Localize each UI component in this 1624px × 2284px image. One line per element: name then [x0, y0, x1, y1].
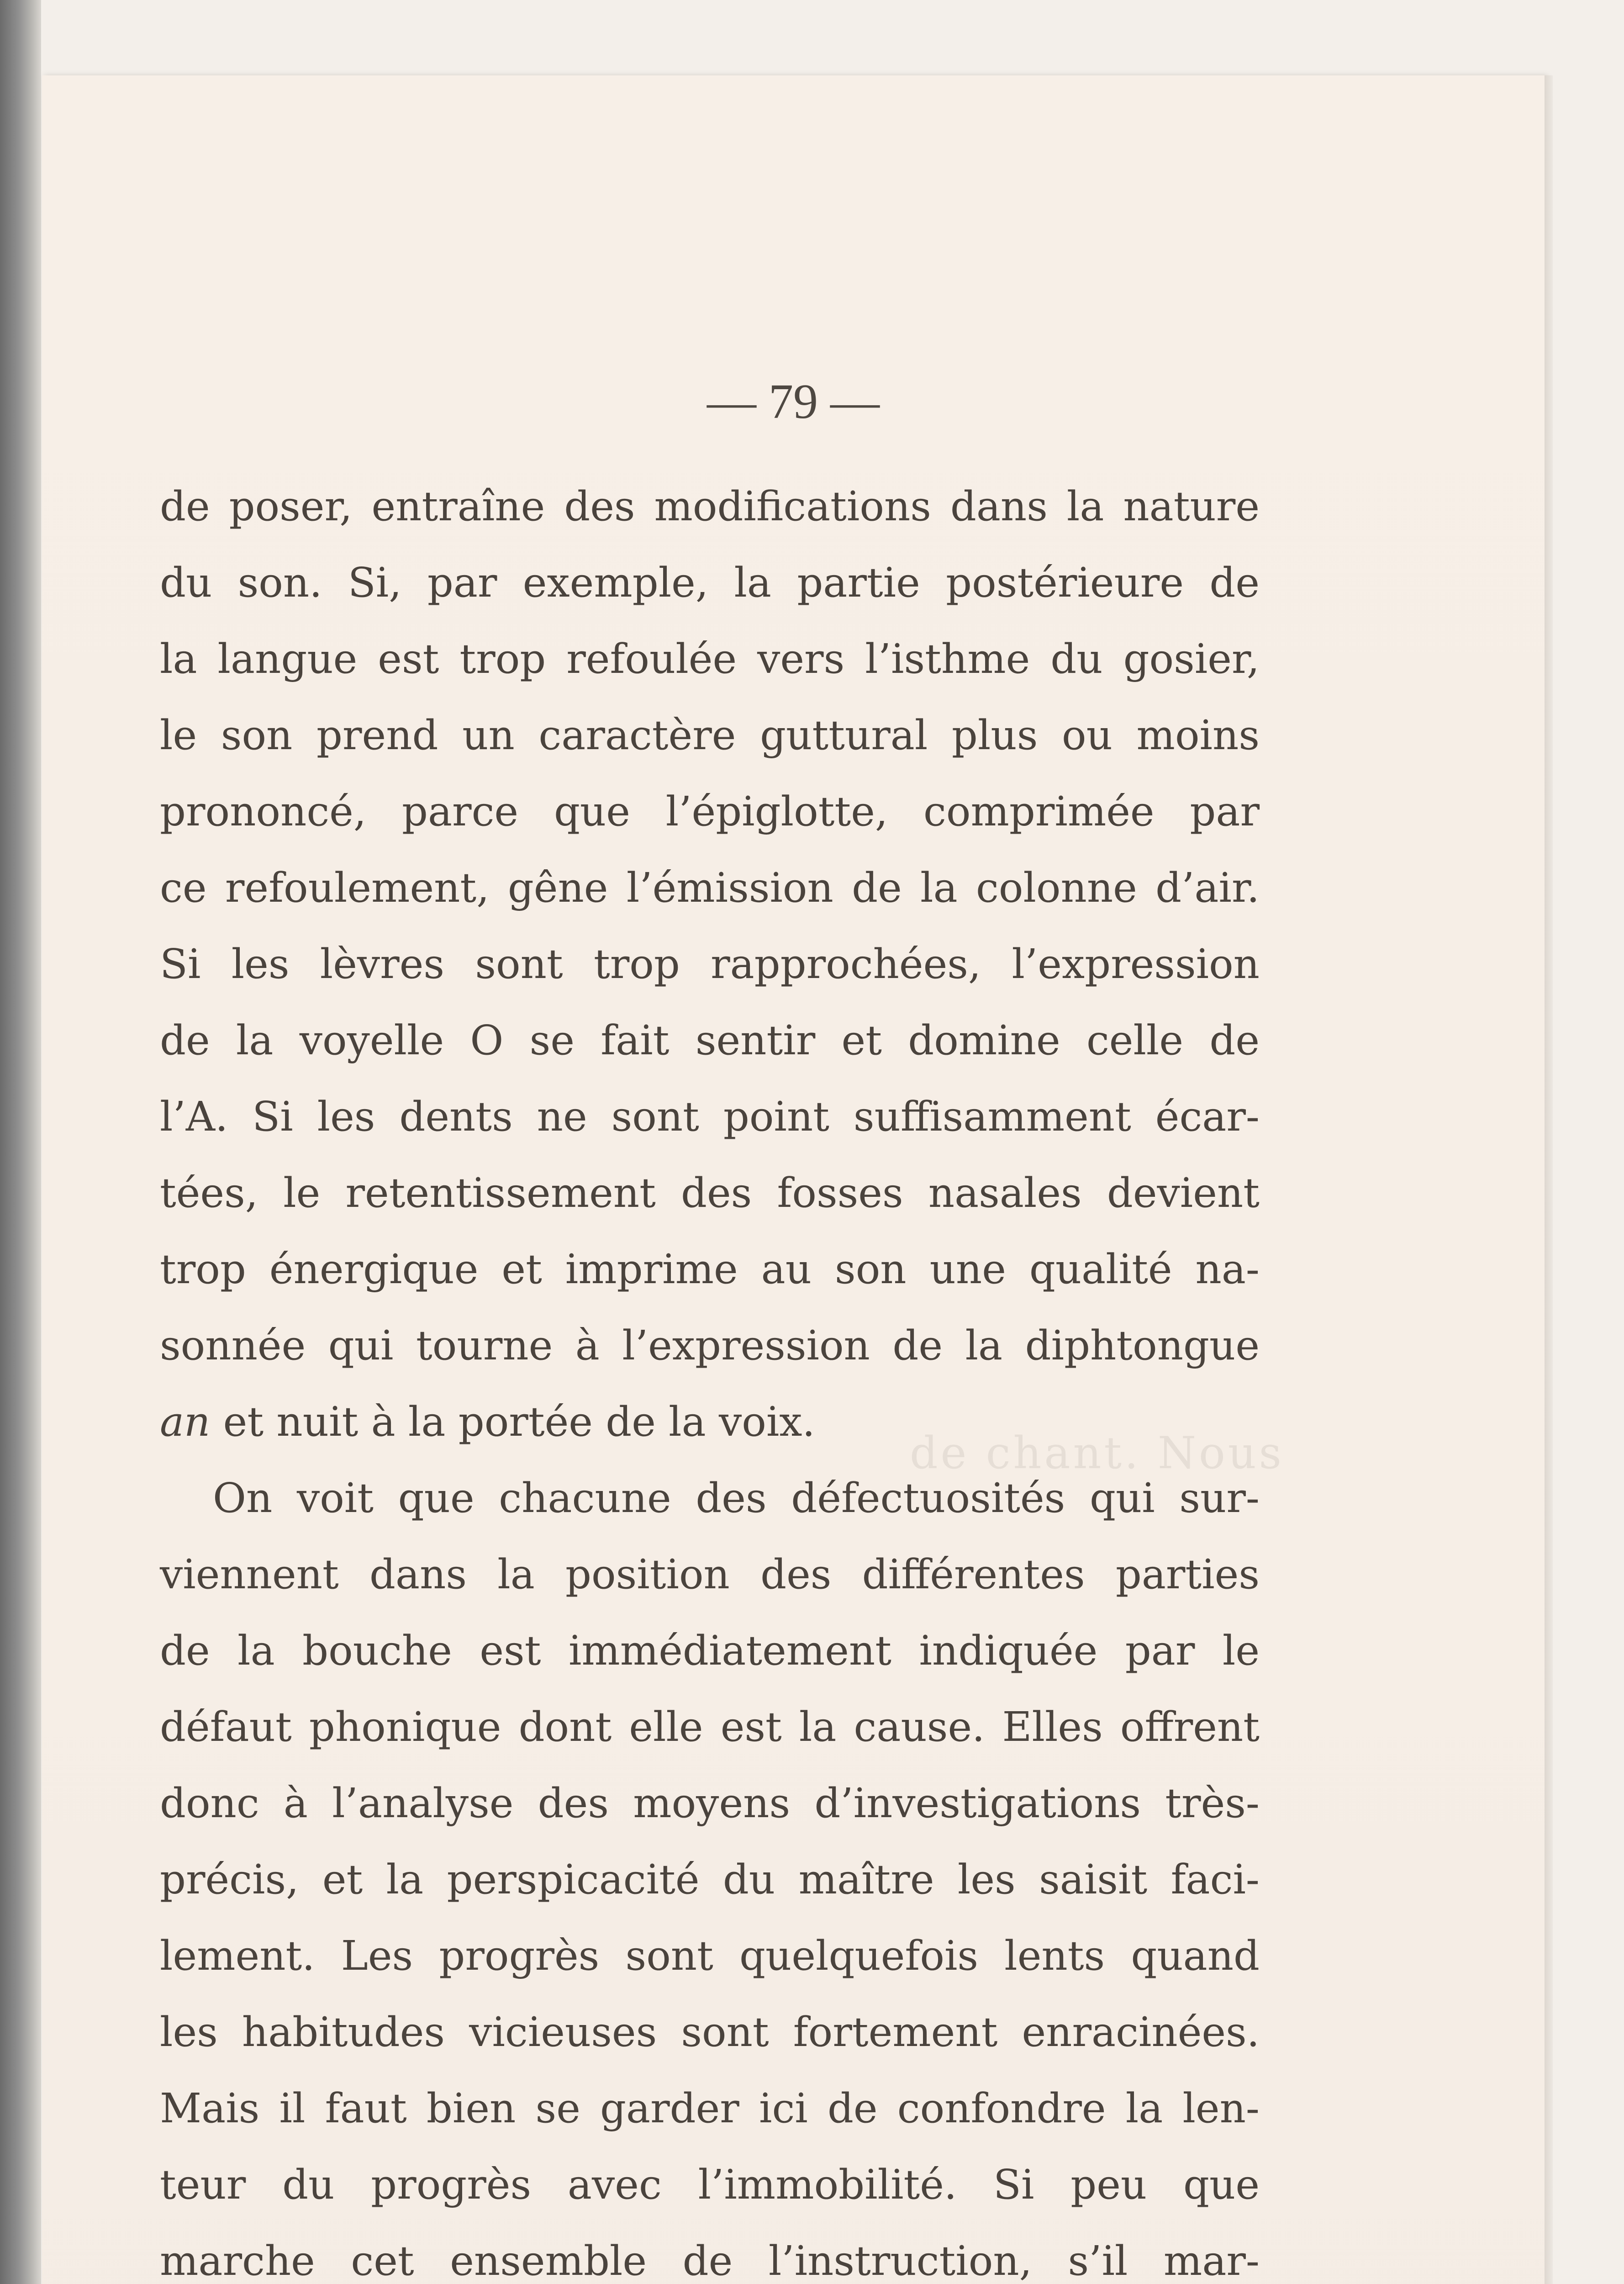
text-line: défaut phonique dont elle est la cause. Elles offrent: [160, 1703, 1260, 1750]
text-line: de poser, entraîne des modifications dans la nature: [160, 482, 1260, 530]
text-line-final: [160, 1384, 1260, 1460]
text-fragment: et nuit à la portée de la voix.: [210, 1398, 815, 1445]
text-line: Mais il faut bien se garder ici de confondre la len-: [160, 2084, 1260, 2132]
text-line: précis, et la perspicacité du maître les saisit faci-: [160, 1856, 1260, 1903]
book-page: [42, 75, 1545, 2284]
text-line: teur du progrès avec l’immobilité. Si peu que: [160, 2161, 1260, 2208]
text-line: de la voyelle O se fait sentir et domine celle de: [160, 1016, 1260, 1064]
text-line: marche cet ensemble de l’instruction, s’il mar-: [160, 2237, 1260, 2284]
text-line: sonnée qui tourne à l’expression de la diphtongue: [160, 1322, 1260, 1369]
page-number: — 79 —: [707, 375, 880, 429]
text-line: Si les lèvres sont trop rapprochées, l’expression: [160, 940, 1260, 988]
text-line: On voit que chacune des défectuosités qui sur-: [213, 1474, 1260, 1522]
text-line: trop énergique et imprime au son une qualité na-: [160, 1245, 1260, 1293]
text-line: prononcé, parce que l’épiglotte, comprimée par: [160, 788, 1260, 835]
page-edge-shadow: [1545, 75, 1553, 2284]
text-line: donc à l’analyse des moyens d’investigations très-: [160, 1779, 1260, 1827]
paragraph: [160, 468, 1260, 1460]
text-line: la langue est trop refoulée vers l’isthme du gosier,: [160, 635, 1260, 682]
italic-word: an: [160, 1398, 211, 1445]
book-binding-edge: [0, 0, 41, 2284]
body-text: [160, 468, 1260, 2284]
paragraph: [160, 1460, 1260, 2284]
text-line: de la bouche est immédiatement indiquée par le: [160, 1627, 1260, 1674]
text-line: tées, le retentissement des fosses nasales devient: [160, 1169, 1260, 1216]
text-line: du son. Si, par exemple, la partie postérieure de: [160, 559, 1260, 606]
text-line: lement. Les progrès sont quelquefois lents quand: [160, 1932, 1260, 1979]
text-line: les habitudes vicieuses sont fortement enracinées.: [160, 2008, 1260, 2056]
text-line: viennent dans la position des différentes parties: [160, 1550, 1260, 1598]
text-line: ce refoulement, gêne l’émission de la colonne d’air.: [160, 864, 1260, 911]
text-line: l’A. Si les dents ne sont point suffisamment écar-: [160, 1093, 1260, 1140]
bleed-through-text: de chant. Nous: [910, 1428, 1284, 1479]
text-line: le son prend un caractère guttural plus ou moins: [160, 711, 1260, 759]
